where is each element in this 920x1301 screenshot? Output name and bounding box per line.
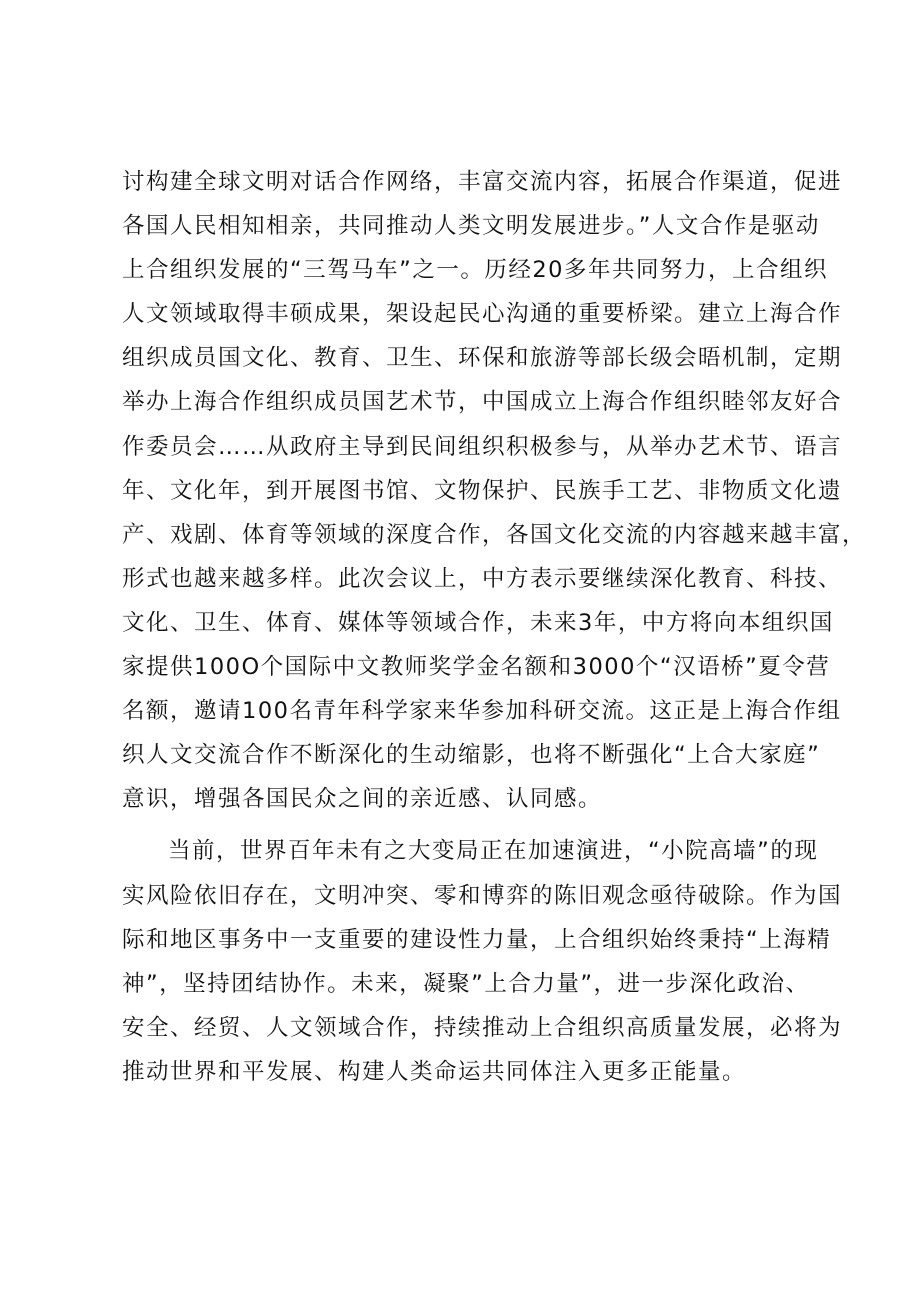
document-body bbox=[122, 0, 867, 1085]
text-line: 作委员会……从政府主导到民间组织积极参与，从举办艺术节、语言 bbox=[122, 433, 843, 460]
paragraph bbox=[122, 829, 843, 1094]
text-line: 安全、经贸、人文领域合作，持续推动上合组织高质量发展，必将为 bbox=[122, 1014, 843, 1041]
text-line: 形式也越来越多样。此次会议上，中方表示要继续深化教育、科技、 bbox=[122, 565, 843, 592]
paragraph bbox=[122, 160, 867, 821]
text-line: 家提供100O个国际中文教师奖学金名额和3000个“汉语桥”夏令营 bbox=[122, 654, 831, 681]
text-line: 年、文化年，到开展图书馆、文物保护、民族手工艺、非物质文化遗 bbox=[122, 477, 843, 504]
text-line: 上合组织发展的“三驾马车”之一。历经20多年共同努力，上合组织 bbox=[122, 257, 828, 284]
text-line: 织人文交流合作不断深化的生动缩影，也将不断强化“上合大家庭” bbox=[122, 742, 821, 769]
text-line: 文化、卫生、体育、媒体等领域合作，未来3年，中方将向本组织国 bbox=[122, 609, 834, 636]
text-line: 讨构建全球文明对话合作网络，丰富交流内容，拓展合作渠道，促进 bbox=[122, 169, 843, 195]
text-line: 人文领域取得丰硕成果，架设起民心沟通的重要桥梁。建立上海合作 bbox=[122, 301, 843, 328]
text-line: 产、戏剧、体育等领域的深度合作，各国文化交流的内容越来越丰富， bbox=[122, 521, 867, 548]
text-line: 神”，坚持团结协作。未来，凝聚”上合力量”，进一步深化政治、 bbox=[122, 970, 810, 997]
text-line: 际和地区事务中一支重要的建设性力量，上合组织始终秉持“上海精 bbox=[122, 926, 832, 953]
text-line: 举办上海合作组织成员国艺术节，中国成立上海合作组织睦邻友好合 bbox=[122, 389, 843, 416]
text-line: 实风险依旧存在，文明冲突、零和博弈的陈旧观念亟待破除。作为国 bbox=[122, 882, 843, 909]
text-line: 名额，邀请100名青年科学家来华参加科研交流。这正是上海合作组 bbox=[122, 698, 842, 725]
text-line: 当前，世界百年未有之大变局正在加速演进，“小院高墙”的现 bbox=[168, 838, 819, 865]
text-line: 组织成员国文化、教育、卫生、环保和旅游等部长级会晤机制，定期 bbox=[122, 345, 843, 372]
text-line: 推动世界和平发展、构建人类命运共同体注入更多正能量。 bbox=[122, 1058, 747, 1085]
text-line: 各国人民相知相亲，共同推动人类文明发展进步。”人文合作是驱动 bbox=[122, 213, 820, 240]
text-line: 意识，增强各国民众之间的亲近感、认同感。 bbox=[122, 786, 603, 813]
